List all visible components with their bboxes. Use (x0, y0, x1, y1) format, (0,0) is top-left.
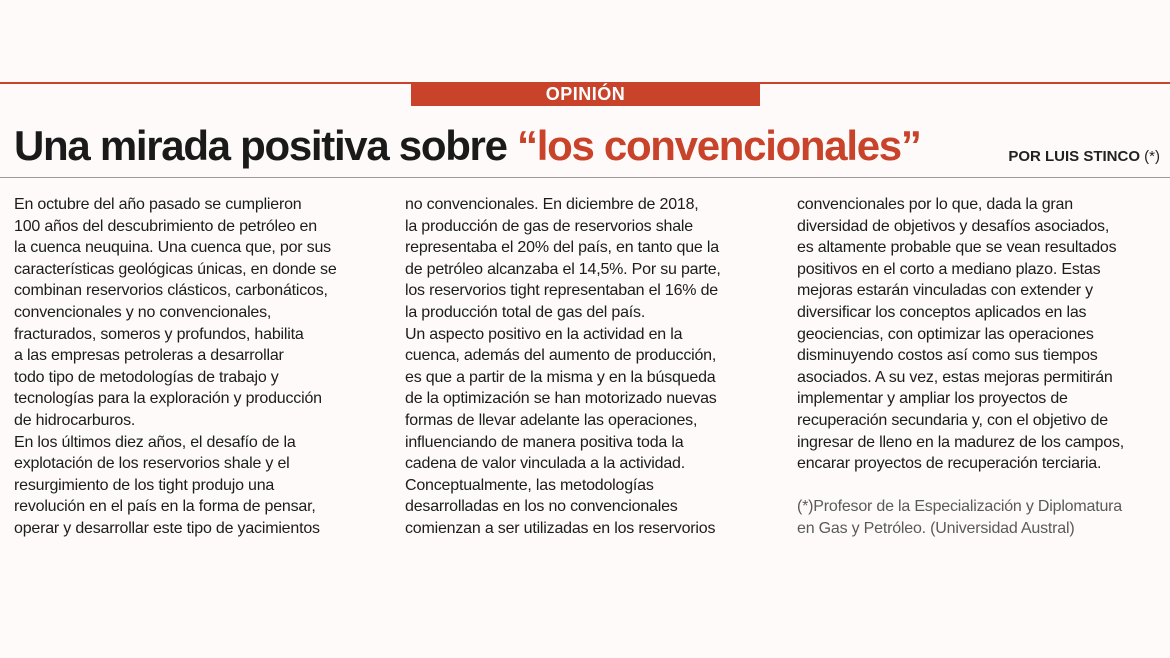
text-line: revolución en el país en la forma de pensar, (14, 498, 316, 516)
text-line: es que a partir de la misma y en la búsqueda (405, 368, 716, 386)
byline-footnote-mark: (*) (1144, 148, 1160, 165)
text-line: formas de llevar adelante las operaciones, (405, 411, 698, 429)
article-headline (14, 120, 921, 172)
text-line: cadena de valor vinculada a la actividad. (405, 455, 685, 473)
footnote-line: en Gas y Petróleo. (Universidad Austral) (797, 520, 1075, 537)
text-line: es altamente probable que se vean resultados (797, 239, 1117, 257)
text-line: convencionales y no convencionales, (14, 303, 272, 321)
text-line: Un aspecto positivo en la actividad en la (405, 325, 683, 343)
text-line: diversidad de objetivos y desafíos asociados, (797, 217, 1110, 235)
text-line: resurgimiento de los tight produjo una (14, 476, 275, 494)
text-line: convencionales por lo que, dada la gran (797, 196, 1073, 213)
text-line: ingresar de lleno en la madurez de los campos, (797, 433, 1124, 451)
text-line: comienzan a ser utilizadas en los reservorios (405, 519, 716, 537)
article-column-2 (405, 194, 721, 540)
text-line: cuenca, además del aumento de producción, (405, 347, 717, 365)
text-line: Conceptualmente, las metodologías (405, 476, 654, 494)
byline-author: POR LUIS STINCO (1008, 148, 1140, 165)
text-line: combinan reservorios clásticos, carbonáticos, (14, 282, 328, 300)
text-line: desarrolladas en los no convencionales (405, 498, 678, 516)
text-line: asociados. A su vez, estas mejoras permitirán (797, 368, 1113, 386)
text-line: influenciando de manera positiva toda la (405, 433, 684, 451)
text-line: En octubre del año pasado se cumplieron (14, 196, 302, 213)
text-line: la cuenca neuquina. Una cuenca que, por sus (14, 239, 331, 257)
text-line: geociencias, con optimizar las operaciones (797, 325, 1094, 343)
text-line: implementar y ampliar los proyectos de (797, 390, 1068, 408)
text-line: mejoras estarán vinculadas con extender y (797, 282, 1093, 300)
text-line: explotación de los reservorios shale y el (14, 455, 290, 473)
text-line: encarar proyectos de recuperación terciaria. (797, 455, 1102, 473)
text-line: de la optimización se han motorizado nuevas (405, 390, 717, 408)
text-line: En los últimos diez años, el desafío de la (14, 433, 296, 451)
text-line: representaba el 20% del país, en tanto que la (405, 239, 719, 257)
text-line: positivos en el corto a mediano plazo. Estas (797, 260, 1101, 278)
text-line: a las empresas petroleras a desarrollar (14, 347, 284, 365)
text-line: de petróleo alcanzaba el 14,5%. Por su parte, (405, 260, 721, 278)
section-label-text: OPINIÓN (545, 84, 626, 104)
text-line: características geológicas únicas, en donde se (14, 260, 337, 278)
headline-accent: “los convencionales” (517, 122, 921, 169)
byline (1008, 148, 1160, 165)
article-column-3 (797, 194, 1124, 475)
text-line: operar y desarrollar este tipo de yacimientos (14, 519, 320, 537)
text-line: 100 años del descubrimiento de petróleo en (14, 217, 317, 235)
text-line: recuperación secundaria y, con el objetivo de (797, 411, 1108, 429)
author-footnote (797, 496, 1122, 540)
headline-divider (0, 177, 1170, 178)
text-line: los reservorios tight representaban el 16% de (405, 282, 718, 300)
footnote-line: (*)Profesor de la Especialización y Diplomatura (797, 498, 1122, 515)
text-line: disminuyendo costos así como sus tiempos (797, 347, 1098, 365)
text-line: fracturados, someros y profundos, habilita (14, 325, 304, 343)
text-line: la producción de gas de reservorios shale (405, 217, 693, 235)
text-line: tecnologías para la exploración y producción (14, 390, 322, 408)
text-line: no convencionales. En diciembre de 2018, (405, 196, 699, 213)
headline-main: Una mirada positiva sobre (14, 122, 518, 169)
text-line: la producción total de gas del país. (405, 303, 646, 321)
section-label (411, 83, 760, 106)
article-column-1 (14, 194, 337, 540)
text-line: todo tipo de metodologías de trabajo y (14, 368, 279, 386)
text-line: de hidrocarburos. (14, 411, 136, 429)
text-line: diversificar los conceptos aplicados en las (797, 303, 1087, 321)
